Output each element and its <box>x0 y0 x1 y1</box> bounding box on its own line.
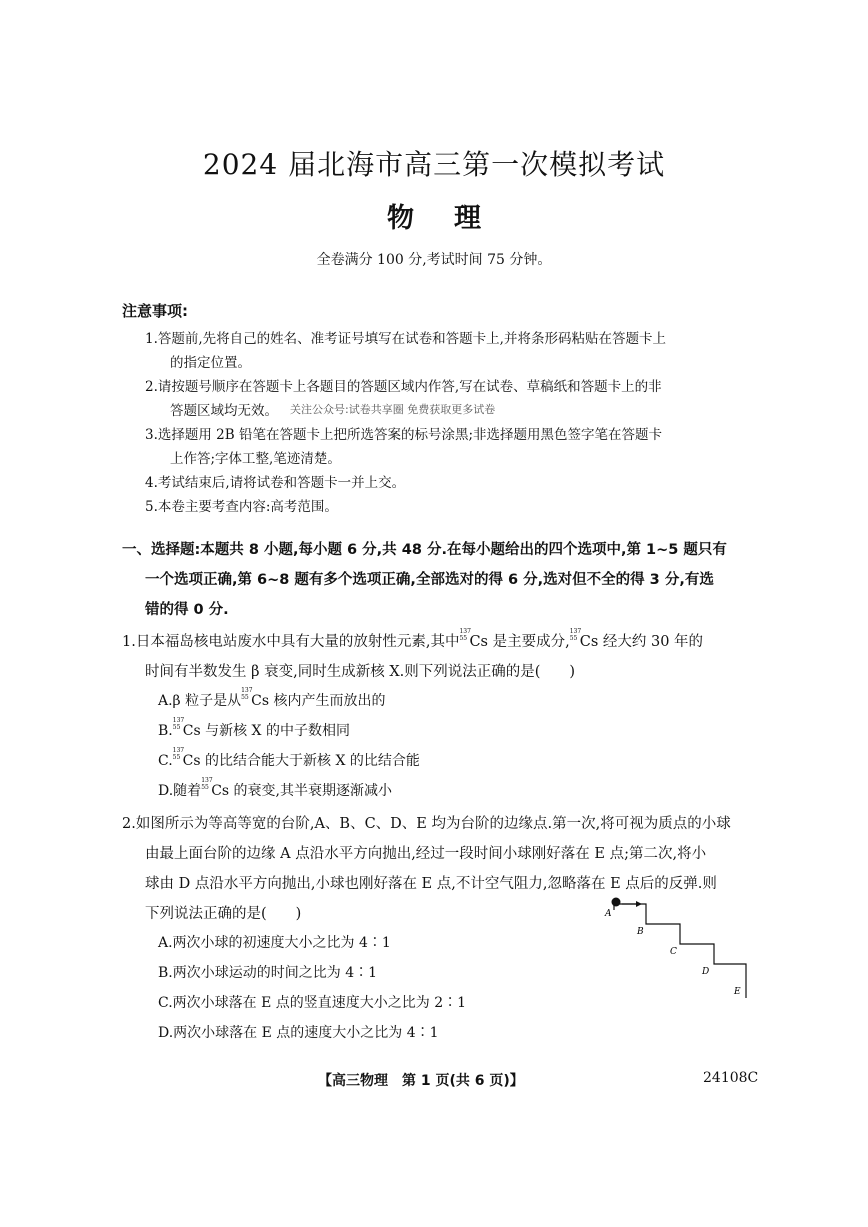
question-1-option-d: D.随着 137 55 Cs 的衰变,其半衰期逐渐减小 <box>158 777 392 799</box>
staircase-figure <box>600 890 760 1010</box>
score-line: 全卷满分 100 分,考试时间 75 分钟。 <box>316 252 552 268</box>
question-2-stem: 2.如图所示为等高等宽的台阶,A、B、C、D、E 均为台阶的边缘点.第一次,将可视为质点的小球 <box>122 816 731 832</box>
notice-line: 上作答;字体工整,笔迹清楚。 <box>170 451 341 467</box>
isotope-notation: 137 55 <box>172 747 185 761</box>
isotope-notation: 137 55 <box>172 717 185 731</box>
exam-title: 2024 届北海市高三第一次模拟考试 <box>202 148 666 181</box>
subject-title: 物理 <box>387 203 521 234</box>
section-instructions: 错的得 0 分. <box>145 602 229 618</box>
question-1-option-c: C. 137 55 Cs 的比结合能大于新核 X 的比结合能 <box>158 747 420 769</box>
notice-line: 5.本卷主要考查内容:高考范围。 <box>145 499 338 515</box>
notice-line: 答题区域均无效。 <box>170 403 278 419</box>
footer-exam-code: 24108C <box>703 1070 759 1086</box>
watermark-note: 关注公众号:试卷共享圈 免费获取更多试卷 <box>290 403 496 416</box>
isotope-notation: 137 55 <box>569 628 582 642</box>
section-instructions: 一、选择题:本题共 8 小题,每小题 6 分,共 48 分.在每小题给出的四个选项中,第 1~5 题只有 <box>122 542 727 558</box>
footer-page-info: 【高三物理 第 1 页(共 6 页)】 <box>318 1073 524 1089</box>
question-2-option-a: A.两次小球的初速度大小之比为 4∶1 <box>158 935 391 951</box>
question-2-stem: 下列说法正确的是( ) <box>145 906 302 922</box>
question-2-option-d: D.两次小球落在 E 点的速度大小之比为 4∶1 <box>158 1025 439 1041</box>
point-label-d: D <box>702 967 710 977</box>
notice-line: 4.考试结束后,请将试卷和答题卡一并上交。 <box>145 475 406 491</box>
point-label-b: B <box>637 927 644 937</box>
question-1-option-a: A.β 粒子是从 137 55 Cs 核内产生而放出的 <box>158 687 386 709</box>
point-label-e: E <box>734 987 741 997</box>
point-label-c: C <box>670 947 677 957</box>
notice-line: 2.请按题号顺序在答题卡上各题目的答题区域内作答,写在试卷、草稿纸和答题卡上的非 <box>145 379 662 395</box>
notice-line: 1.答题前,先将自己的姓名、准考证号填写在试卷和答题卡上,并将条形码粘贴在答题卡上 <box>145 331 666 347</box>
question-1-stem: 1.日本福岛核电站废水中具有大量的放射性元素,其中 137 55 Cs 是主要成分, 137 55 Cs 经大约 30 年的 <box>122 628 704 650</box>
question-2-stem: 由最上面台阶的边缘 A 点沿水平方向抛出,经过一段时间小球刚好落在 E 点;第二次,将小 <box>145 846 707 862</box>
arrow-head-icon <box>636 901 642 907</box>
question-1-stem: 时间有半数发生 β 衰变,同时生成新核 X.则下列说法正确的是( ) <box>145 664 576 680</box>
isotope-notation: 137 55 <box>459 628 471 642</box>
notice-heading: 注意事项: <box>122 302 188 320</box>
staircase-outline <box>614 904 746 998</box>
section-instructions: 一个选项正确,第 6~8 题有多个选项正确,全部选对的得 6 分,选对但不全的得 3 分,有选 <box>145 572 714 588</box>
point-label-a: A <box>605 909 612 919</box>
notice-line: 3.选择题用 2B 铅笔在答题卡上把所选答案的标号涂黑;非选择题用黑色签字笔在答题卡 <box>145 427 663 443</box>
question-1-option-b: B. 137 55 Cs 与新核 X 的中子数相同 <box>158 717 350 739</box>
notice-line: 的指定位置。 <box>170 355 251 371</box>
question-2-option-c: C.两次小球落在 E 点的竖直速度大小之比为 2∶1 <box>158 995 467 1011</box>
question-2-option-b: B.两次小球运动的时间之比为 4∶1 <box>158 965 378 981</box>
question-2-stem: 球由 D 点沿水平方向抛出,小球也刚好落在 E 点,不计空气阻力,忽略落在 E 点后的反弹.则 <box>145 876 717 892</box>
ball-icon <box>612 898 621 907</box>
isotope-notation: 137 55 <box>201 777 213 791</box>
isotope-notation: 137 55 <box>241 687 253 701</box>
